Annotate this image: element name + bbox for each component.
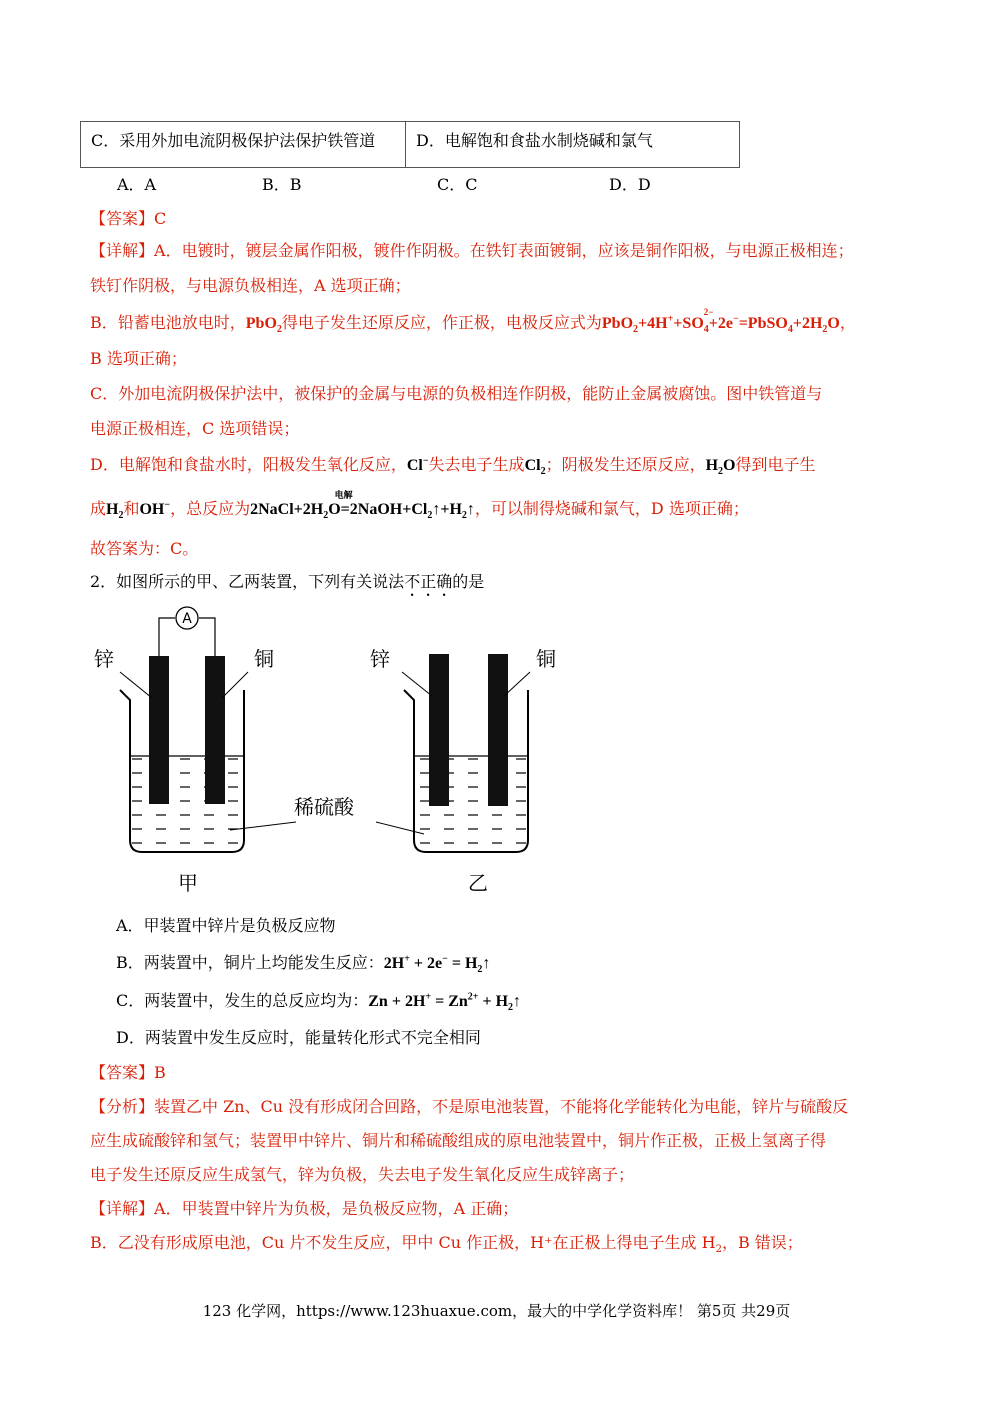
- detail-d-l2-pre: 成: [90, 499, 107, 518]
- device-label-jia: 甲: [178, 871, 198, 895]
- q2-analysis-line3: 电子发生还原反应生成氢气，锌为负极，失去电子发生氧化反应生成锌离子；: [90, 1165, 635, 1184]
- q2-detail-a: [90, 1196, 518, 1219]
- q1-detail-a-line1: [90, 238, 854, 261]
- wire-right: [199, 618, 215, 656]
- q2-option-c-text: C．两装置中，发生的总反应均为：: [116, 991, 369, 1010]
- q2-option-b-text: B．两装置中，铜片上均能发生反应：: [116, 953, 384, 972]
- copper-electrode-jia: [205, 656, 225, 804]
- q2-analysis-tag: 【分析】: [90, 1097, 155, 1116]
- q2-stem: [90, 569, 484, 600]
- oh-ion: OH−: [139, 499, 171, 518]
- detail-tag: 【详解】: [90, 241, 155, 260]
- wire-left: [159, 618, 175, 656]
- answer-value: C: [154, 209, 167, 228]
- q2-analysis-text1: 装置乙中 Zn、Cu 没有形成闭合回路，不是原电池装置，不能将化学能转化为电能，锌片与硫酸反: [154, 1097, 849, 1116]
- q1-detail-c-line1: C．外加电流阴极保护法中，被保护的金属与电源的负极相连作阴极，能防止金属被腐蚀。图中铁管道与: [90, 384, 823, 403]
- h2-formula: $H_2$: [106, 501, 124, 522]
- q1-detail-a-line2: 铁钉作阴极，与电源负极相连，A 选项正确；: [90, 276, 411, 295]
- choice-a: A．A: [117, 175, 157, 194]
- beaker-jia: [94, 607, 274, 895]
- acid-label: 稀硫酸: [294, 795, 354, 819]
- electrolysis-condition: 电解: [334, 490, 353, 500]
- electrolysis-equation: $2NaCl+2H_2O=$ 电解 $2NaOH+Cl_2↑+H_2↑$: [250, 490, 475, 522]
- detail-a-text: A．电镀时，镀层金属作阳极，镀件作阴极。在铁钉表面镀铜，应该是铜作阳极，与电源正极相连；: [154, 241, 854, 260]
- detail-d-l2-post: ，可以制得烧碱和氯气，D 选项正确；: [474, 499, 749, 518]
- option-c-cell: C．采用外加电流阴极保护法保护铁管道: [81, 122, 406, 168]
- q2-answer-value: B: [154, 1063, 166, 1082]
- ammeter-label: A: [182, 611, 192, 627]
- q2-stem-post: 的是: [452, 572, 485, 591]
- q1-detail-b-line1: B．铅蓄电池放电时，PbO$_2$得电子发生还原反应，作正极，电极反应式为PbO$_2$+4H++SO $_{2- 4}+2e^-=PbSO_4+2H_2O$，: [90, 307, 856, 336]
- choice-d: D．D: [609, 175, 651, 194]
- choice-c: C．C: [437, 175, 478, 194]
- q2-detail-b-pre: B．乙没有形成原电池，Cu 片不发生反应，甲中 Cu 作正极，H⁺在正极上得电子生成 H: [90, 1233, 716, 1252]
- zinc-electrode-jia: [149, 656, 169, 804]
- copper-label-yi: 铜: [536, 647, 556, 671]
- q2-option-a: A．甲装置中锌片是负极反应物: [116, 916, 336, 935]
- q1-conclusion: 故答案为：C。: [90, 539, 199, 558]
- h-reduction-equation: $2H^+ + 2e^- = H_2↑$: [383, 953, 491, 976]
- beaker-yi: [370, 647, 556, 895]
- q1-answer: [90, 206, 166, 229]
- q1-detail-d-line1: [90, 452, 816, 478]
- page-footer: 123 化学网，https://www.123huaxue.com，最大的中学化学资料库！ 第5页 共29页: [202, 1302, 791, 1320]
- q2-option-b: [116, 950, 491, 976]
- cl2-formula: $Cl_2$: [524, 457, 546, 478]
- option-d-cell: D．电解饱和食盐水制烧碱和氯气: [406, 122, 740, 168]
- option-table: [80, 121, 740, 168]
- detail-d-pre: D．电解饱和食盐水时，阳极发生氧化反应，: [90, 455, 407, 474]
- q2-option-c: [116, 988, 522, 1014]
- device-label-yi: 乙: [468, 871, 488, 895]
- zinc-label-jia: 锌: [94, 647, 114, 671]
- q2-answer-tag: 【答案】: [90, 1063, 155, 1082]
- q2-analysis-line1: [90, 1094, 848, 1117]
- h2o-formula: $H_2O$: [705, 457, 736, 478]
- detail-d-mid2: ；阴极发生还原反应，: [545, 455, 706, 474]
- detail-d-mid3: 得到电子生: [735, 455, 816, 474]
- detail-d-l2-mid: ，总反应为: [170, 499, 251, 518]
- answer-tag: 【答案】: [90, 209, 155, 228]
- q1-detail-d-line2: [90, 490, 749, 522]
- q1-detail-b-line2: B 选项正确；: [90, 349, 187, 368]
- q2-option-d: D．两装置中发生反应时，能量转化形式不完全相同: [116, 1028, 481, 1047]
- q2-detail-b-post: ，B 错误；: [721, 1233, 803, 1252]
- q1-detail-c-line2: 电源正极相连，C 选项错误；: [90, 419, 300, 438]
- q2-stem-pre: 2．如图所示的甲、乙两装置，下列有关说法: [90, 572, 405, 591]
- choice-b: B．B: [262, 175, 302, 194]
- q2-detail-a-text: A．甲装置中锌片为负极，是负极反应物，A 正确；: [154, 1199, 519, 1218]
- galvanic-cell-figure: [80, 598, 680, 898]
- detail-d-and: 和: [123, 499, 140, 518]
- detail-b-mid: 得电子发生还原反应，作正极，电极反应式为: [281, 313, 602, 332]
- zinc-label-yi: 锌: [370, 647, 390, 671]
- zn-acid-equation: $Zn + 2H^+ = Zn^{2+}$ + $H_2↑$: [368, 991, 522, 1014]
- zinc-electrode-yi: [429, 654, 449, 806]
- copper-label-jia: 铜: [254, 647, 274, 671]
- q2-answer: [90, 1060, 166, 1083]
- q2-analysis-line2: 应生成硫酸锌和氢气；装置甲中锌片、铜片和稀硫酸组成的原电池装置中，铜片作正极，正极上氢离子得: [90, 1131, 827, 1150]
- pbo2-formula: PbO$_2$: [245, 315, 282, 336]
- acid-solution-jia: [130, 756, 244, 850]
- copper-electrode-yi: [488, 654, 508, 806]
- detail-b-pre: B．铅蓄电池放电时，: [90, 313, 246, 332]
- q2-detail-tag: 【详解】: [90, 1199, 155, 1218]
- detail-d-mid1: 失去电子生成: [428, 455, 525, 474]
- lead-cathode-equation: PbO$_2$+4H++SO $_{2- 4}+2e^-=PbSO_4+2H_2O$: [601, 307, 840, 336]
- q2-detail-b: B．乙没有形成原电池，Cu 片不发生反应，甲中 Cu 作正极，H⁺在正极上得电子生成 $H_2$，B 错误；: [90, 1233, 803, 1256]
- cl-ion: Cl−: [406, 455, 429, 474]
- q2-stem-emphasis: 不正确: [404, 572, 453, 591]
